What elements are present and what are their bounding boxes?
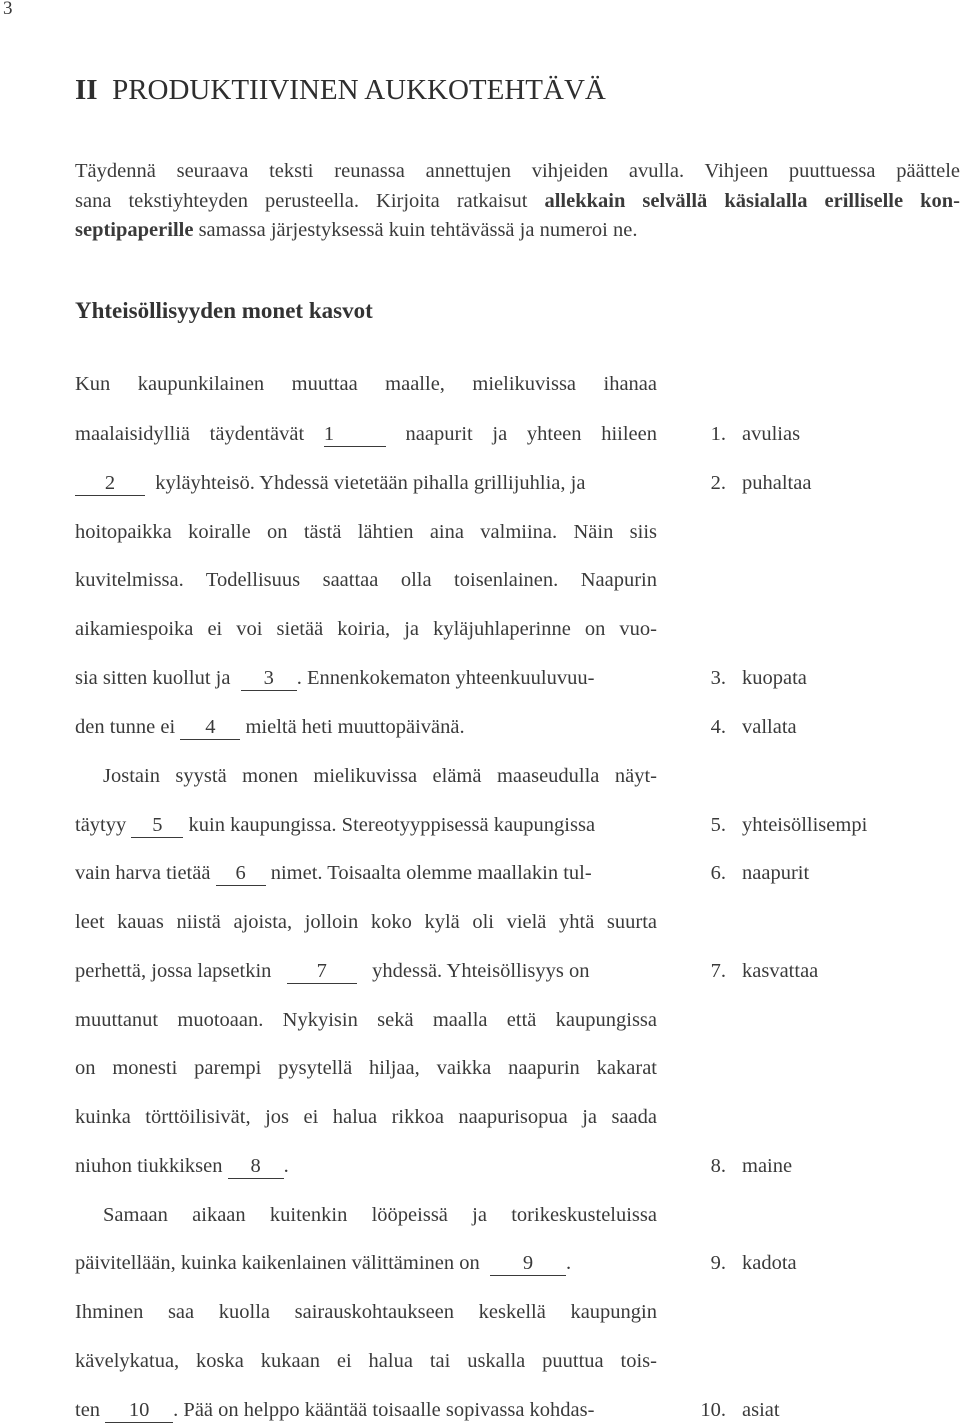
gap-blank-10[interactable]: 10 xyxy=(105,1400,173,1423)
body-line: niuhon tiukkiksen 8 . xyxy=(75,1155,289,1177)
body-line: perhettä, jossa lapsetkin 7 yhdessä. Yhteisöllisyys on xyxy=(75,960,590,982)
body-line: Jostain syystä monen mielikuvissa elämä maaseudulla näyt- xyxy=(103,765,657,787)
body-line: täytyy 5 kuin kaupungissa. Stereotyyppisessä kaupungissa xyxy=(75,814,596,836)
gap-blank-8[interactable]: 8 xyxy=(228,1156,284,1179)
body-line: vain harva tietää 6 nimet. Toisaalta olemme maallakin tul- xyxy=(75,862,592,884)
gap-blank-7[interactable]: 7 xyxy=(287,961,357,984)
section-title: PRODUKTIIVINEN AUKKOTEHTÄVÄ xyxy=(112,74,606,106)
body-line: on monesti parempi pysytellä hiljaa, vaikka naapurin kakarat xyxy=(75,1057,657,1079)
hint-7: 7. kasvattaa xyxy=(710,960,819,982)
body-line: 2 kyläyhteisö. Yhdessä vietetään pihalla grillijuhlia, ja xyxy=(75,472,657,496)
body-line: den tunne ei 4 mieltä heti muuttopäivänä. xyxy=(75,716,465,738)
section-heading xyxy=(75,74,606,107)
body-line: kuvitelmissa. Todellisuus saattaa olla toisenlainen. Naapurin xyxy=(75,569,657,591)
gap-blank-9[interactable]: 9 xyxy=(490,1253,566,1276)
text-title: Yhteisöllisyyden monet kasvot xyxy=(75,298,373,323)
hint-10: 10. asiat xyxy=(700,1399,780,1421)
hint-2: 2. puhaltaa xyxy=(710,472,812,494)
section-roman-numeral: II xyxy=(75,74,98,106)
body-line: aikamiespoika ei voi sietää koiria, ja kyläjuhlaperinne on vuo- xyxy=(75,618,657,640)
gap-blank-2[interactable]: 2 xyxy=(75,473,145,496)
body-line: Kun kaupunkilainen muuttaa maalle, mielikuvissa ihanaa xyxy=(75,373,657,395)
body-line: päivitellään, kuinka kaikenlainen välittäminen on 9 . xyxy=(75,1252,572,1274)
body-line: leet kauas niistä ajoista, jolloin koko kylä oli vielä yhtä suurta xyxy=(75,911,657,933)
gap-blank-3[interactable]: 3 xyxy=(241,668,297,691)
body-line: kuinka törttöilisivät, jos ei halua rikkoa naapurisopua ja saada xyxy=(75,1106,657,1128)
hint-1: 1. avulias xyxy=(710,423,801,445)
gap-blank-4[interactable]: 4 xyxy=(180,717,240,740)
hint-4: 4. vallata xyxy=(710,716,797,738)
hint-3: 3. kuopata xyxy=(710,667,807,689)
hint-6: 6. naapurit xyxy=(710,862,810,884)
gap-blank-6[interactable]: 6 xyxy=(216,863,266,886)
gap-blank-1[interactable]: 1 xyxy=(324,424,386,447)
body-line: Samaan aikaan kuitenkin lööpeissä ja torikeskusteluissa xyxy=(103,1204,657,1226)
instructions-line-1: Täydennä seuraava teksti reunassa annettujen vihjeiden avulla. Vihjeen puuttuessa päättele xyxy=(75,160,960,182)
body-line: maalaisidylliä täydentävät 1 naapurit ja yhteen hiileen xyxy=(75,423,657,445)
hint-8: 8. maine xyxy=(710,1155,793,1177)
body-line: kävelykatua, koska kukaan ei halua tai uskalla puuttua tois- xyxy=(75,1350,657,1372)
body-line: Ihminen saa kuolla sairauskohtaukseen keskellä kaupungin xyxy=(75,1301,657,1323)
instructions-line-3: septipaperille samassa järjestyksessä kuin tehtävässä ja numeroi ne. xyxy=(75,219,638,241)
body-line: muuttanut muotoaan. Nykyisin sekä maalla että kaupungissa xyxy=(75,1009,657,1031)
gap-blank-5[interactable]: 5 xyxy=(131,815,183,838)
page-number: 3 xyxy=(3,0,13,19)
body-line: sia sitten kuollut ja 3 . Ennenkokematon yhteenkuuluvuu- xyxy=(75,667,595,689)
body-line: ten 10 . Pää on helppo kääntää toisaalle sopivassa kohdas- xyxy=(75,1399,595,1421)
body-line: hoitopaikka koiralle on tästä lähtien aina valmiina. Näin siis xyxy=(75,521,657,543)
instructions-line-2: sana tekstiyhteyden perusteella. Kirjoita ratkaisut allekkain selvällä käsialalla erilliselle kon- xyxy=(75,190,960,212)
hint-5: 5. yhteisöllisempi xyxy=(710,814,868,836)
hint-9: 9. kadota xyxy=(710,1252,797,1274)
